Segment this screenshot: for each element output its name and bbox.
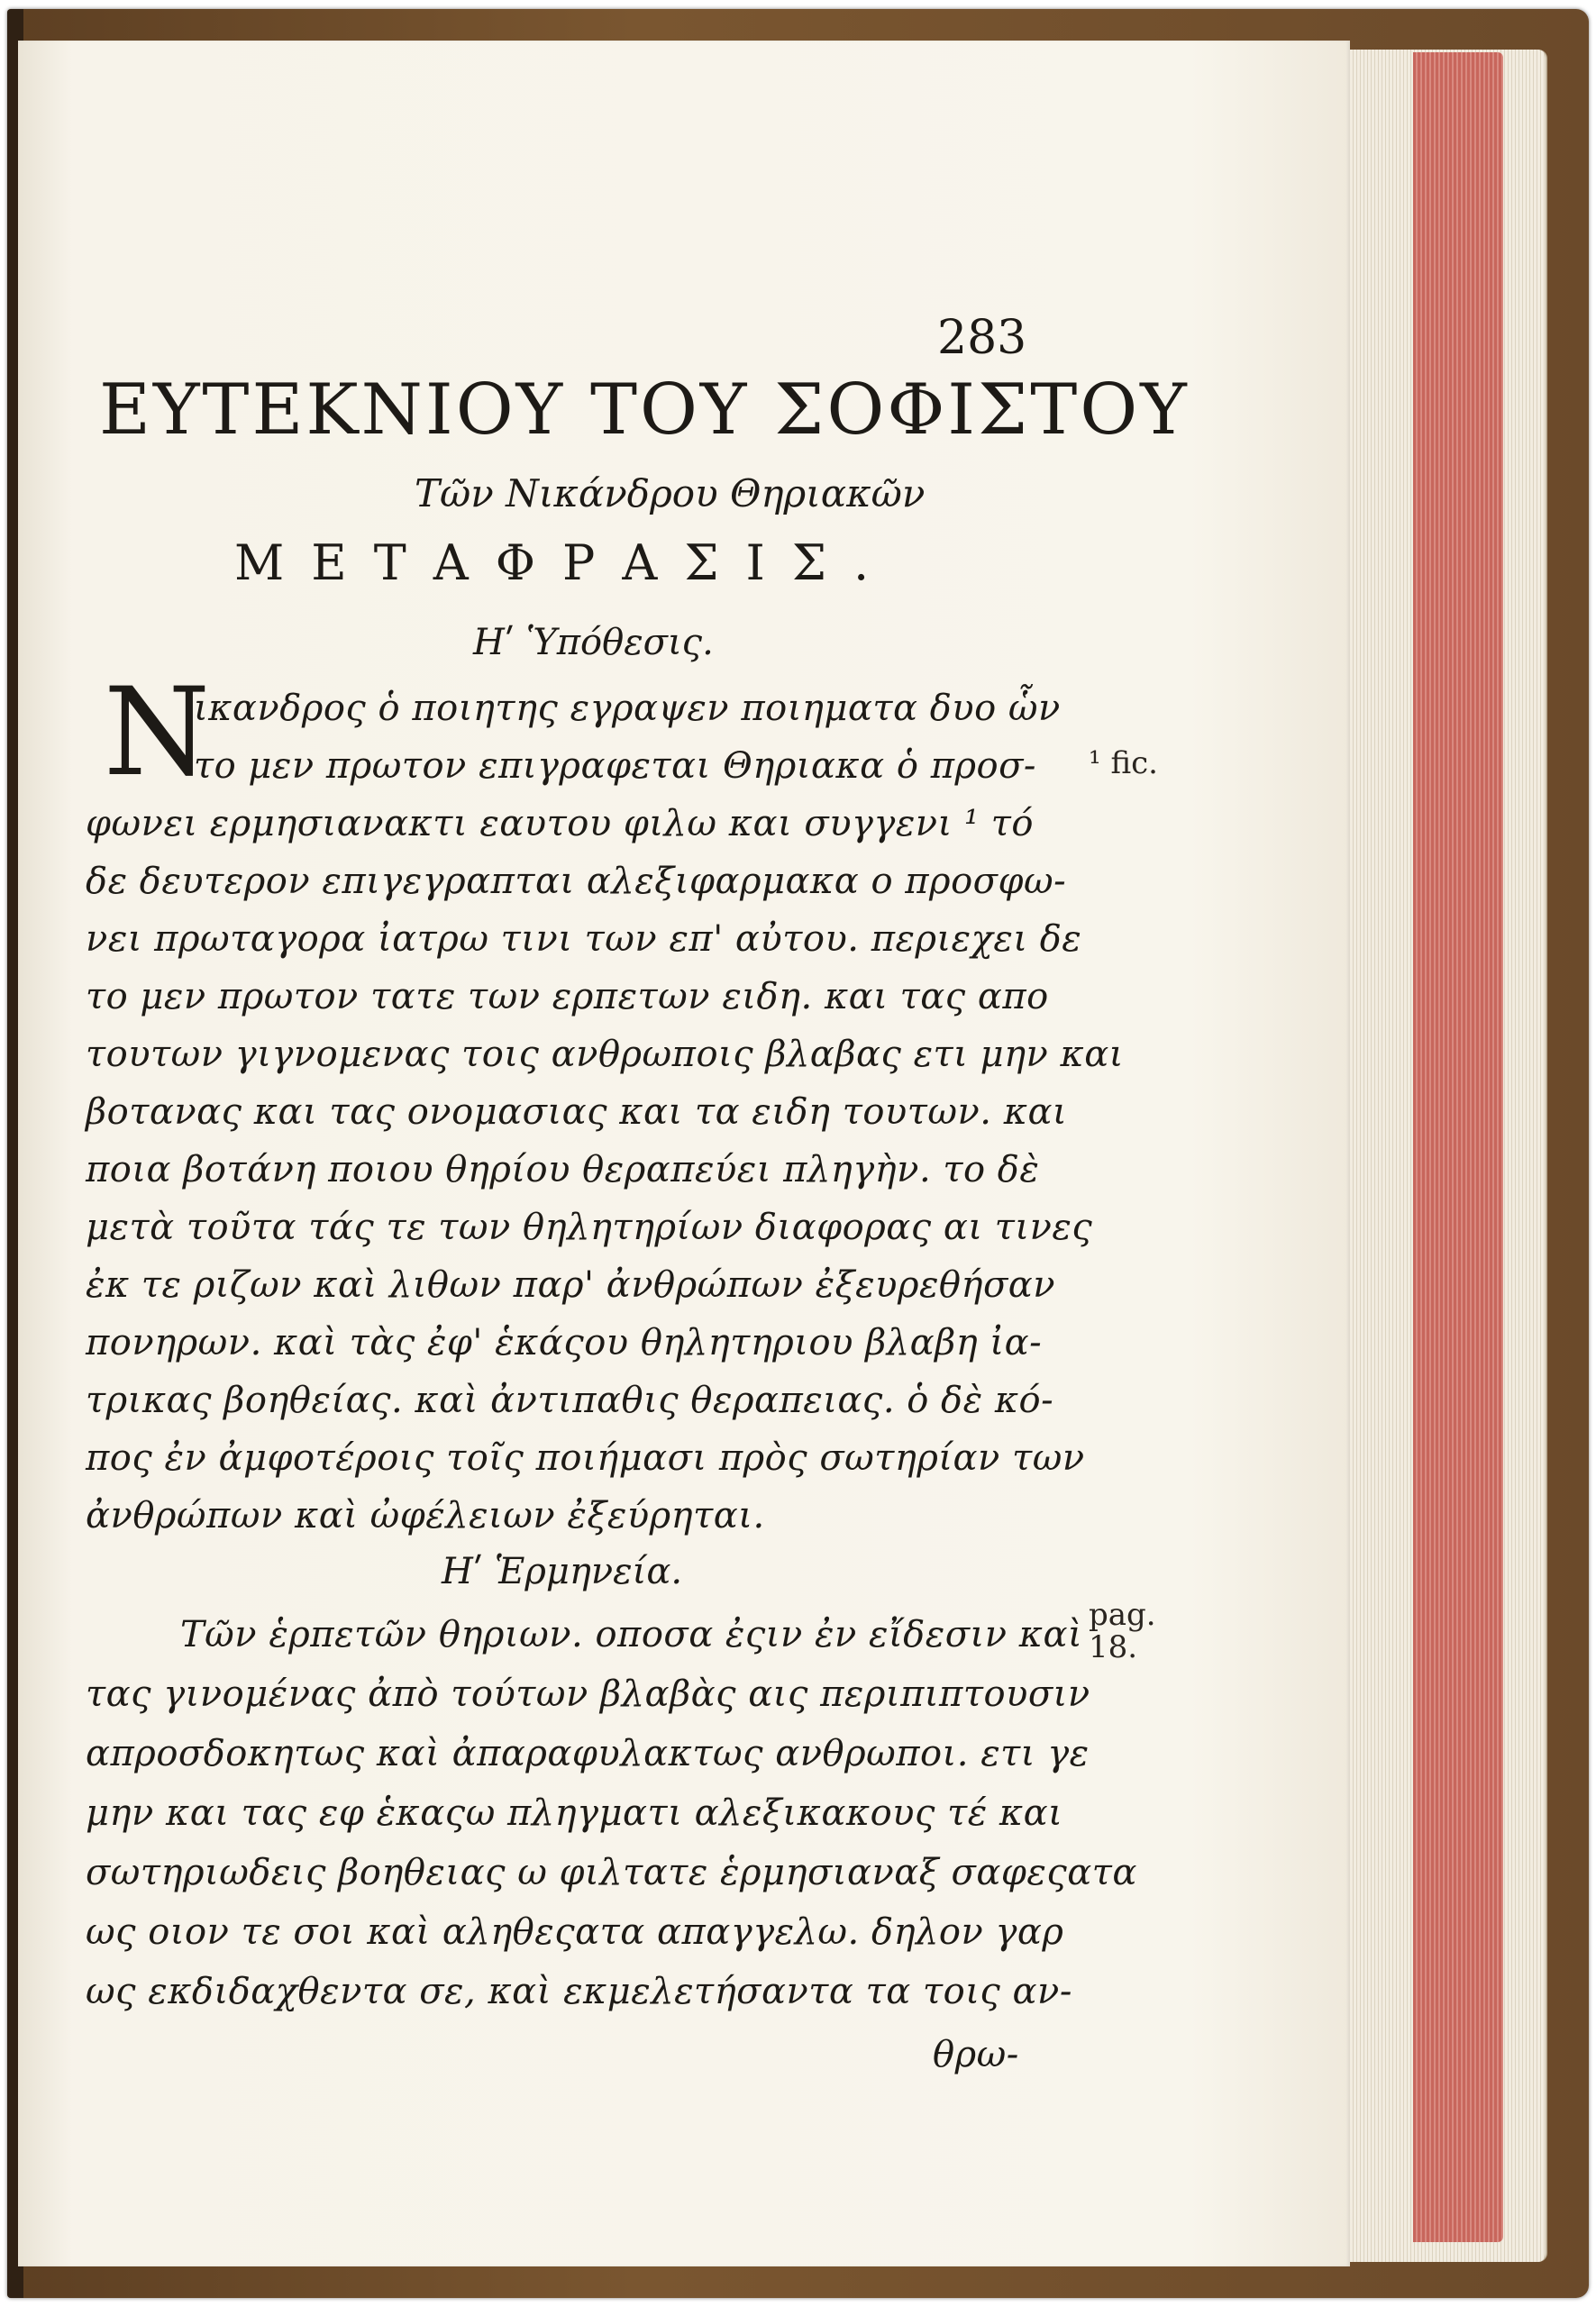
hypothesis-line: βοτανας και τας ονομασιας και τα ειδη τουτων. και: [86, 1091, 1068, 1133]
margin-note-pag-number: 18.: [1089, 1628, 1138, 1665]
hypothesis-line: τουτων γιγνομενας τοις ανθρωποις βλαβας ετι μην και: [86, 1034, 1124, 1075]
hypothesis-line: ἐκ τε ριζων καὶ λιθων παρ' ἀνθρώπων ἐξευρεθήσαν: [86, 1264, 1056, 1306]
margin-note-pag: [1089, 1597, 1156, 1665]
hypothesis-line: ικανδρος ὁ ποιητης εγραψεν ποιηματα δυο ὧν: [194, 688, 1061, 729]
work-title: ΜΕΤΑΦΡΑΣΙΣ.: [234, 534, 897, 591]
subtitle: Τῶν Νικάνδρου Θηριακῶν: [415, 471, 926, 515]
interpretation-line: απροσδοκητως καὶ ἀπαραφυλακτως ανθρωποι. ετι γε: [86, 1733, 1090, 1774]
hypothesis-line: ποια βοτάνη ποιου θηρίου θεραπεύει πληγὴν. το δὲ: [86, 1149, 1040, 1190]
hypothesis-heading: Ηʹ Ὑπόθεσις.: [473, 622, 714, 663]
margin-note-fic: ¹ fic.: [1089, 745, 1158, 781]
hypothesis-line: το μεν πρωτον τατε των ερπετων ειδη. και τας απο: [86, 976, 1049, 1017]
page-title: ΕΥΤΕΚΝΙΟΥ ΤΟΥ ΣΟΦΙΣΤΟΥ: [99, 369, 1190, 451]
page-number: 283: [937, 311, 1027, 365]
interpretation-line: μην και τας εφ ἑκαςω πληγματι αλεξικακους τέ και: [86, 1792, 1063, 1834]
interpretation-line: τας γινομένας ἀπὸ τούτων βλαβὰς αις περιπιπτουσιν: [86, 1673, 1090, 1715]
margin-note-pag-label: pag.: [1089, 1597, 1156, 1633]
hypothesis-line: δε δευτερον επιγεγραπται αλεξιφαρμακα ο προσφω-: [86, 861, 1067, 902]
interpretation-line: ως εκδιδαχθεντα σε, καὶ εκμελετήσαντα τα τοις αν-: [86, 1971, 1072, 2012]
hypothesis-line: ἀνθρώπων καὶ ὠφέλειων ἐξεύρηται.: [86, 1495, 765, 1536]
interpretation-line: Τῶν ἑρπετῶν θηριων. οποσα ἐςιν ἐν εἴδεσιν καὶ: [180, 1614, 1083, 1655]
hypothesis-line: πος ἐν ἀμφοτέροις τοῖς ποιήμασι πρὸς σωτηρίαν των: [86, 1437, 1085, 1479]
drop-cap-initial: N: [104, 661, 211, 803]
hypothesis-line: πονηρων. καὶ τὰς ἐφ' ἑκάςου θηλητηριου βλαβη ἰα-: [86, 1322, 1043, 1363]
book-page: [18, 41, 1350, 2266]
red-page-edge: [1413, 52, 1503, 2242]
hypothesis-line: μετὰ τοῦτα τάς τε των θηλητηρίων διαφορας αι τινες: [86, 1207, 1093, 1248]
hypothesis-line: νει πρωταγορα ἰατρω τινι των επ' αὐτου. περιεχει δε: [86, 918, 1082, 960]
catchword: θρω-: [933, 2034, 1019, 2075]
interpretation-line: ως οιον τε σοι καὶ αληθεςατα απαγγελω. δηλον γαρ: [86, 1911, 1064, 1953]
hypothesis-line: τρικας βοηθείας. καὶ ἀντιπαθις θεραπειας. ὁ δὲ κό-: [86, 1380, 1054, 1421]
interpretation-line: σωτηριωδεις βοηθειας ω φιλτατε ἑρμησιαναξ σαφεςατα: [86, 1852, 1137, 1893]
hypothesis-line: φωνει ερμησιανακτι εαυτου φιλω και συγγενι ¹ τό: [86, 803, 1034, 844]
interpretation-heading: Ηʹ Ἑρμηνεία.: [442, 1551, 683, 1592]
hypothesis-line: το μεν πρωτον επιγραφεται Θηριακα ὁ προσ-: [194, 745, 1036, 787]
